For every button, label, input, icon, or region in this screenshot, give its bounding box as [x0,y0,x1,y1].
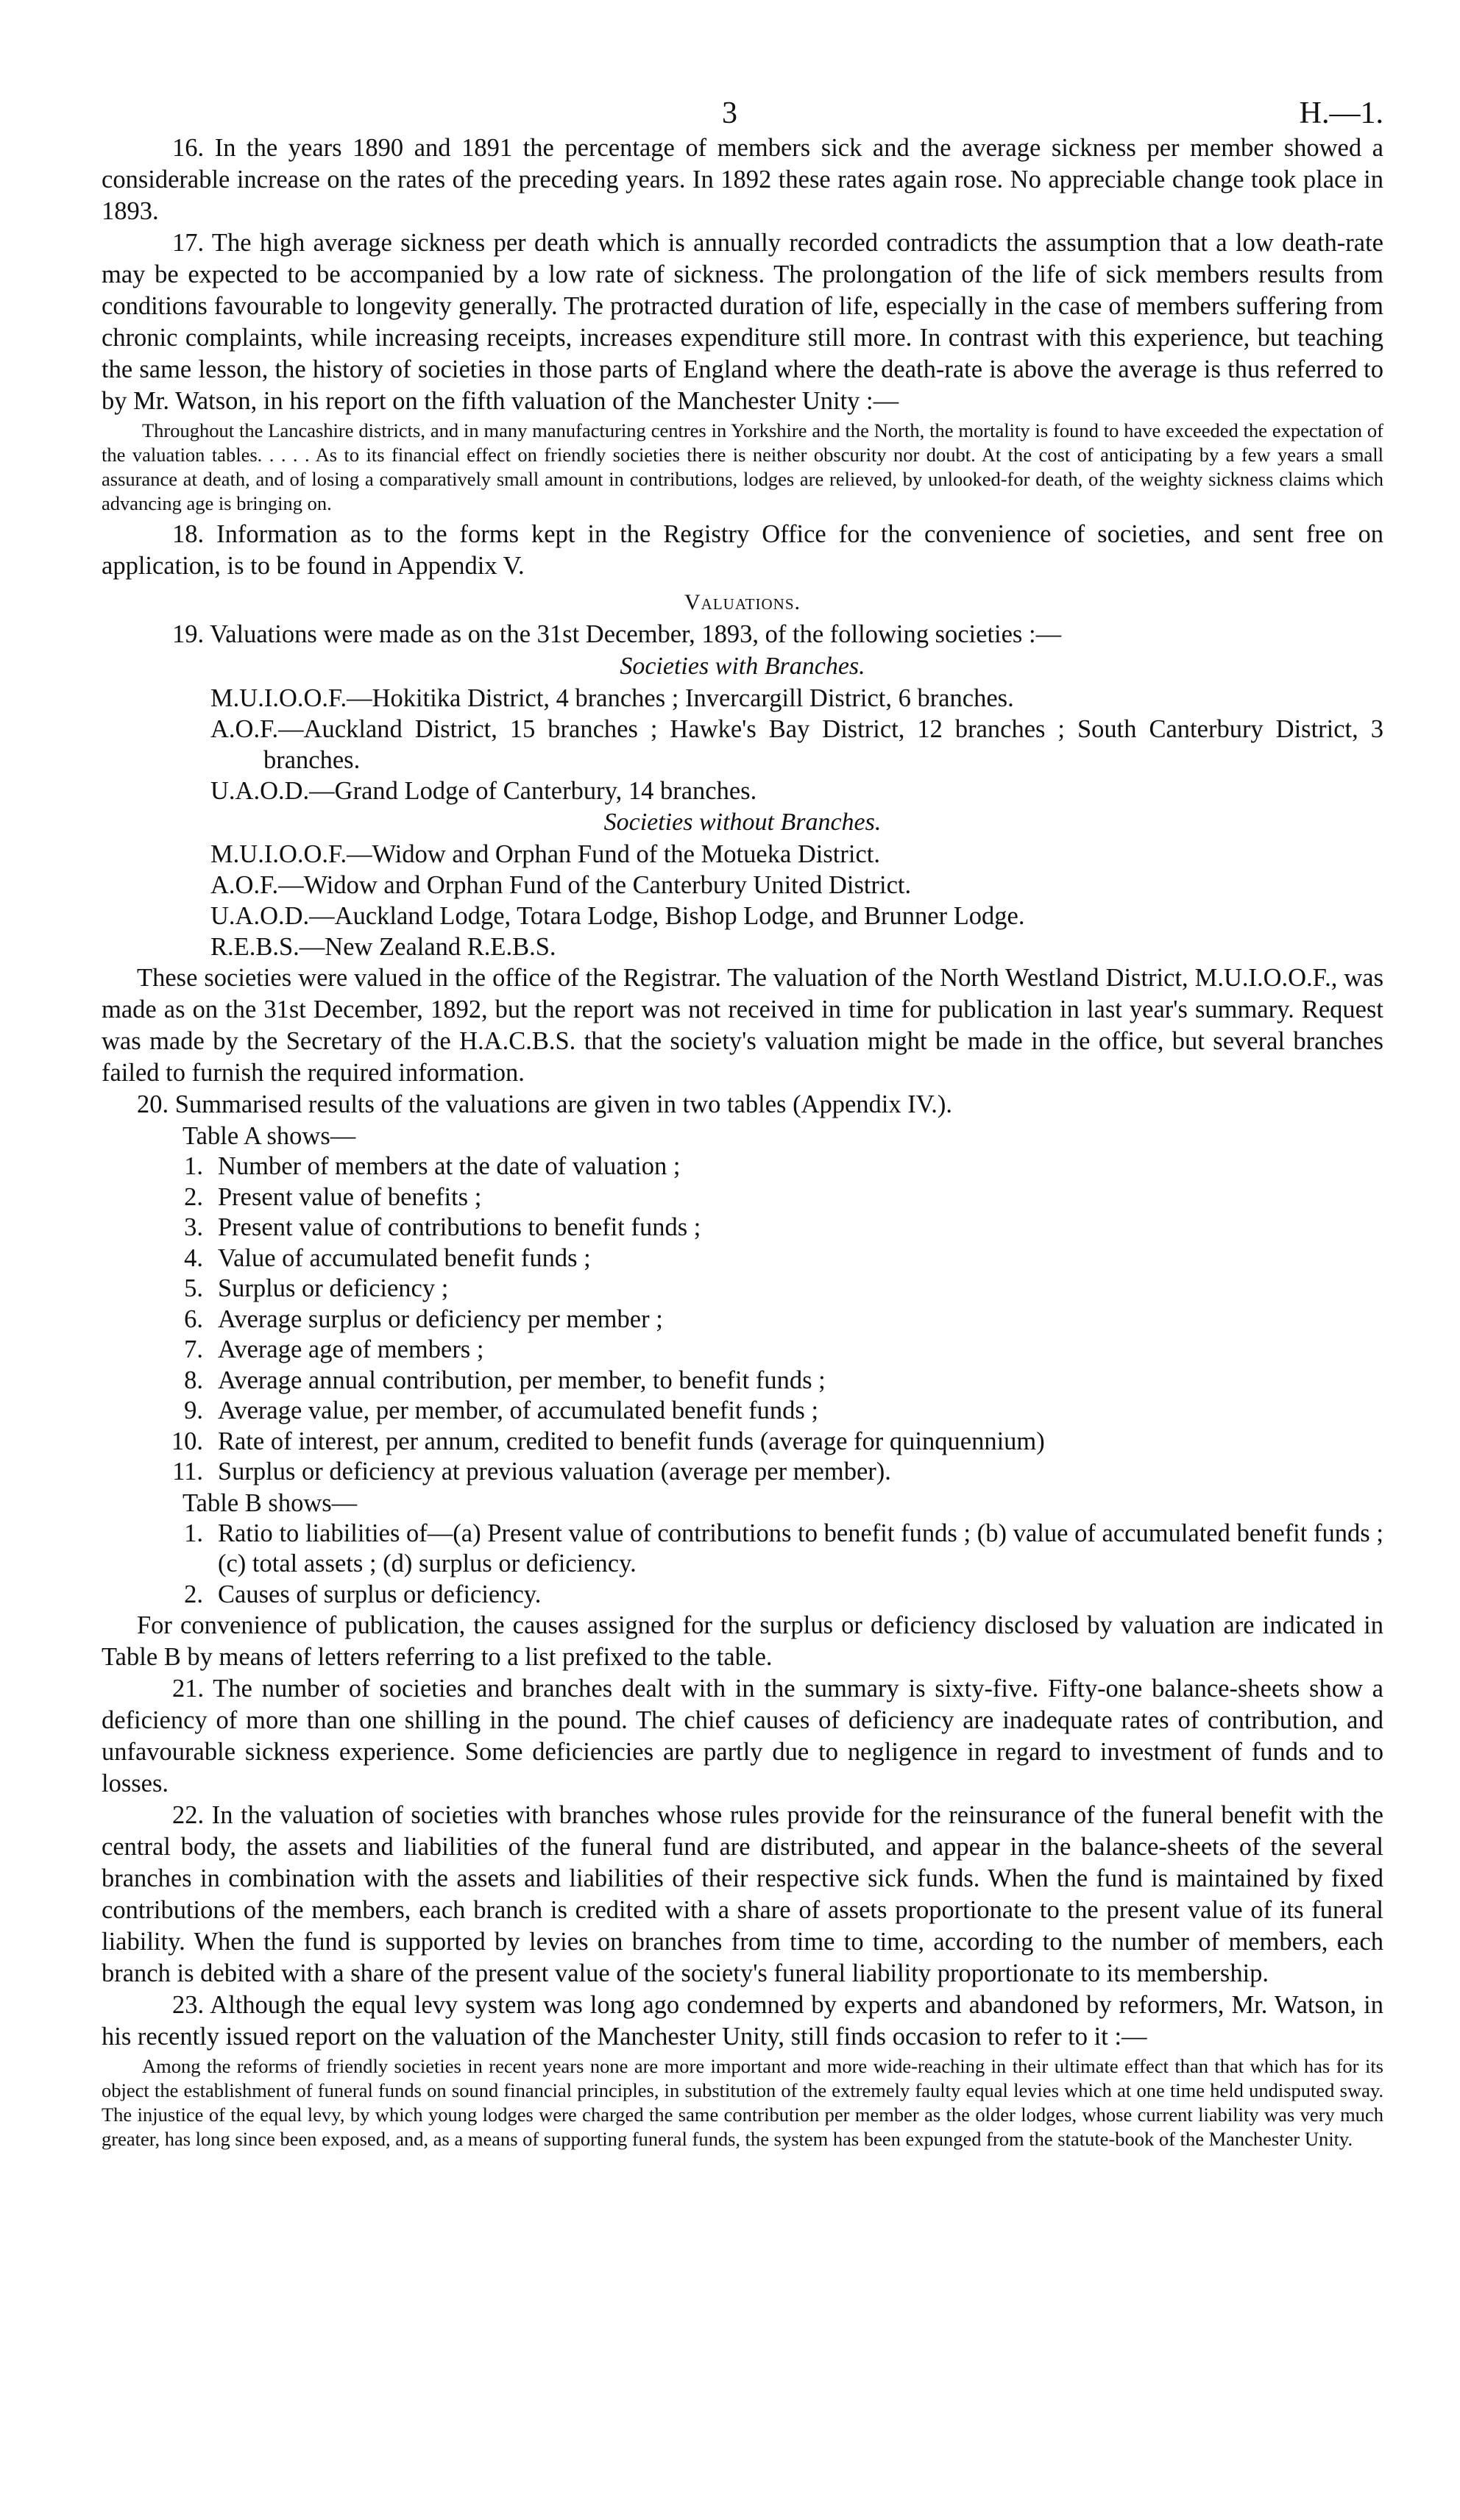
society-entry: U.A.O.D.—Auckland Lodge, Totara Lodge, Bishop Lodge, and Brunner Lodge. [210,902,1025,930]
society-entry: R.E.B.S.—New Zealand R.E.B.S. [210,933,556,961]
list-item: 11. Surplus or deficiency at previous valuation (average per member). [172,1458,891,1486]
paragraph-21: 21. The number of societies and branches dealt with in the summary is sixty-five. Fifty-one balance-sheets show a deficiency of more than one shilling in the pound. The chief causes of deficiency are inadequate rates of contribution, and unfavourable sickness experience. Some deficiencies are partly due to negligence in regard to investment of funds and to losses. [102,1675,1383,1797]
paragraph-19: 19. Valuations were made as on the 31st December, 1893, of the following societies :— [172,620,1062,648]
paragraph-18: 18. Information as to the forms kept in the Registry Office for the convenience of societies, and sent free on application, is to be found in Appendix V. [102,520,1383,580]
paragraph-22: 22. In the valuation of societies with branches whose rules provide for the reinsurance of the funeral benefit with the central body, the assets and liabilities of the funeral fund are distributed, and appear in the balance-sheets of the several branches in combination with the assets and liabilities of their respective sick funds. When the fund is maintained by fixed contributions of the members, each branch is credited with a share of assets proportionate to the present value of its funeral liability. When the fund is supported by levies on branches from time to time, according to the number of members, each branch is debited with a share of the present value of the society's funeral liability proportionate to its membership. [102,1801,1383,1987]
society-entry: M.U.I.O.O.F.—Widow and Orphan Fund of the Motueka District. [210,840,880,868]
document-page [102,87,1383,2154]
list-item: 2. Present value of benefits ; [184,1182,482,1211]
document-reference: H.—1. [1299,96,1383,130]
page-number: 3 [722,96,737,130]
society-entry: A.O.F.—Widow and Orphan Fund of the Canterbury United District. [210,871,912,899]
table-b-heading: Table B shows— [182,1488,358,1517]
list-item: 8. Average annual contribution, per member, to benefit funds ; [184,1366,826,1394]
paragraph-20: 20. Summarised results of the valuations are given in two tables (Appendix IV.). [137,1090,952,1118]
paragraph-16: 16. In the years 1890 and 1891 the percentage of members sick and the average sickness per member showed a considerable increase on the rates of the preceding years. In 1892 these rates again rose. No appreciable change took place in 1893. [102,134,1383,225]
list-item: 10. Rate of interest, per annum, credited to benefit funds (average for quinquennium) [171,1427,1045,1455]
section-heading-valuations: Valuations. [684,590,801,614]
list-item: 3. Present value of contributions to benefit funds ; [184,1213,701,1241]
quotation-watson-lancashire: Throughout the Lancashire districts, and in many manufacturing centres in Yorkshire and the North, the mortality is found to have exceeded the expectation of the valuation tables. . . . . As to its financial effect on friendly societies there is neither obscurity nor doubt. At the cost of anticipating by a few years a small assurance at death, and of losing a comparatively small amount in contributions, lodges are relieved, by unlooked-for death, of the weighty sickness claims which advancing age is bringing on. [102,419,1383,514]
paragraph-20-continued: For convenience of publication, the causes assigned for the surplus or deficiency disclosed by valuation are indicated in Table B by means of letters referring to a list prefixed to the table. [102,1611,1383,1671]
paragraph-19-continued: These societies were valued in the office of the Registrar. The valuation of the North Westland District, M.U.I.O.O.F., was made as on the 31st December, 1892, but the report was not received in time for publication in last year's summary. Request was made by the Secretary of the H.A.C.B.S. that the society's valuation might be made in the office, but several branches failed to furnish the required information. [102,964,1383,1087]
subheading-with-branches: Societies with Branches. [620,653,865,680]
society-entry: A.O.F.—Auckland District, 15 branches ; Hawke's Bay District, 12 branches ; South Canterbury District, 3 branches. [210,715,1383,774]
quotation-watson-equal-levy: Among the reforms of friendly societies in recent years none are more important and more wide-reaching in their ultimate effect than that which has for its object the establishment of funeral funds on sound financial principles, in substitution of the extremely faulty equal levies which at one time held undisputed sway. The injustice of the equal levy, by which young lodges were charged the same contribution per member as the older lodges, whose current liability was very much greater, has long since been exposed, and, as a means of supporting funeral funds, the system has been expunged from the statute-book of the Manchester Unity. [102,2055,1383,2150]
list-item: 7. Average age of members ; [184,1335,484,1363]
list-item: 9. Average value, per member, of accumulated benefit funds ; [184,1396,819,1424]
list-item: 5. Surplus or deficiency ; [184,1274,449,1302]
list-item: 1. Ratio to liabilities of—(a) Present value of contributions to benefit funds ; (b) value of accumulated benefit funds ; (c) total assets ; (d) surplus or deficiency. [184,1519,1383,1577]
paragraph-17: 17. The high average sickness per death which is annually recorded contradicts the assumption that a low death-rate may be expected to be accompanied by a low rate of sickness. The prolongation of the life of sick members results from conditions favourable to longevity generally. The protracted duration of life, especially in the case of members suffering from chronic complaints, while increasing receipts, increases expenditure still more. In contrast with this experience, but teaching the same lesson, the history of societies in those parts of England where the death-rate is above the average is thus referred to by Mr. Watson, in his report on the fifth valuation of the Manchester Unity :— [102,229,1383,415]
list-item: 6. Average surplus or deficiency per member ; [184,1305,663,1333]
society-entry: U.A.O.D.—Grand Lodge of Canterbury, 14 branches. [210,777,757,805]
list-item: 1. Number of members at the date of valuation ; [184,1152,681,1180]
paragraph-23: 23. Although the equal levy system was long ago condemned by experts and abandoned by reformers, Mr. Watson, in his recently issued report on the valuation of the Manchester Unity, still finds occasion to refer to it :— [102,1991,1383,2051]
list-item: 4. Value of accumulated benefit funds ; [184,1243,591,1272]
table-a-heading: Table A shows— [182,1122,356,1150]
society-entry: M.U.I.O.O.F.—Hokitika District, 4 branches ; Invercargill District, 6 branches. [210,684,1014,712]
subheading-without-branches: Societies without Branches. [603,809,882,836]
page-header [102,87,1383,132]
list-item: 2. Causes of surplus or deficiency. [184,1580,542,1608]
